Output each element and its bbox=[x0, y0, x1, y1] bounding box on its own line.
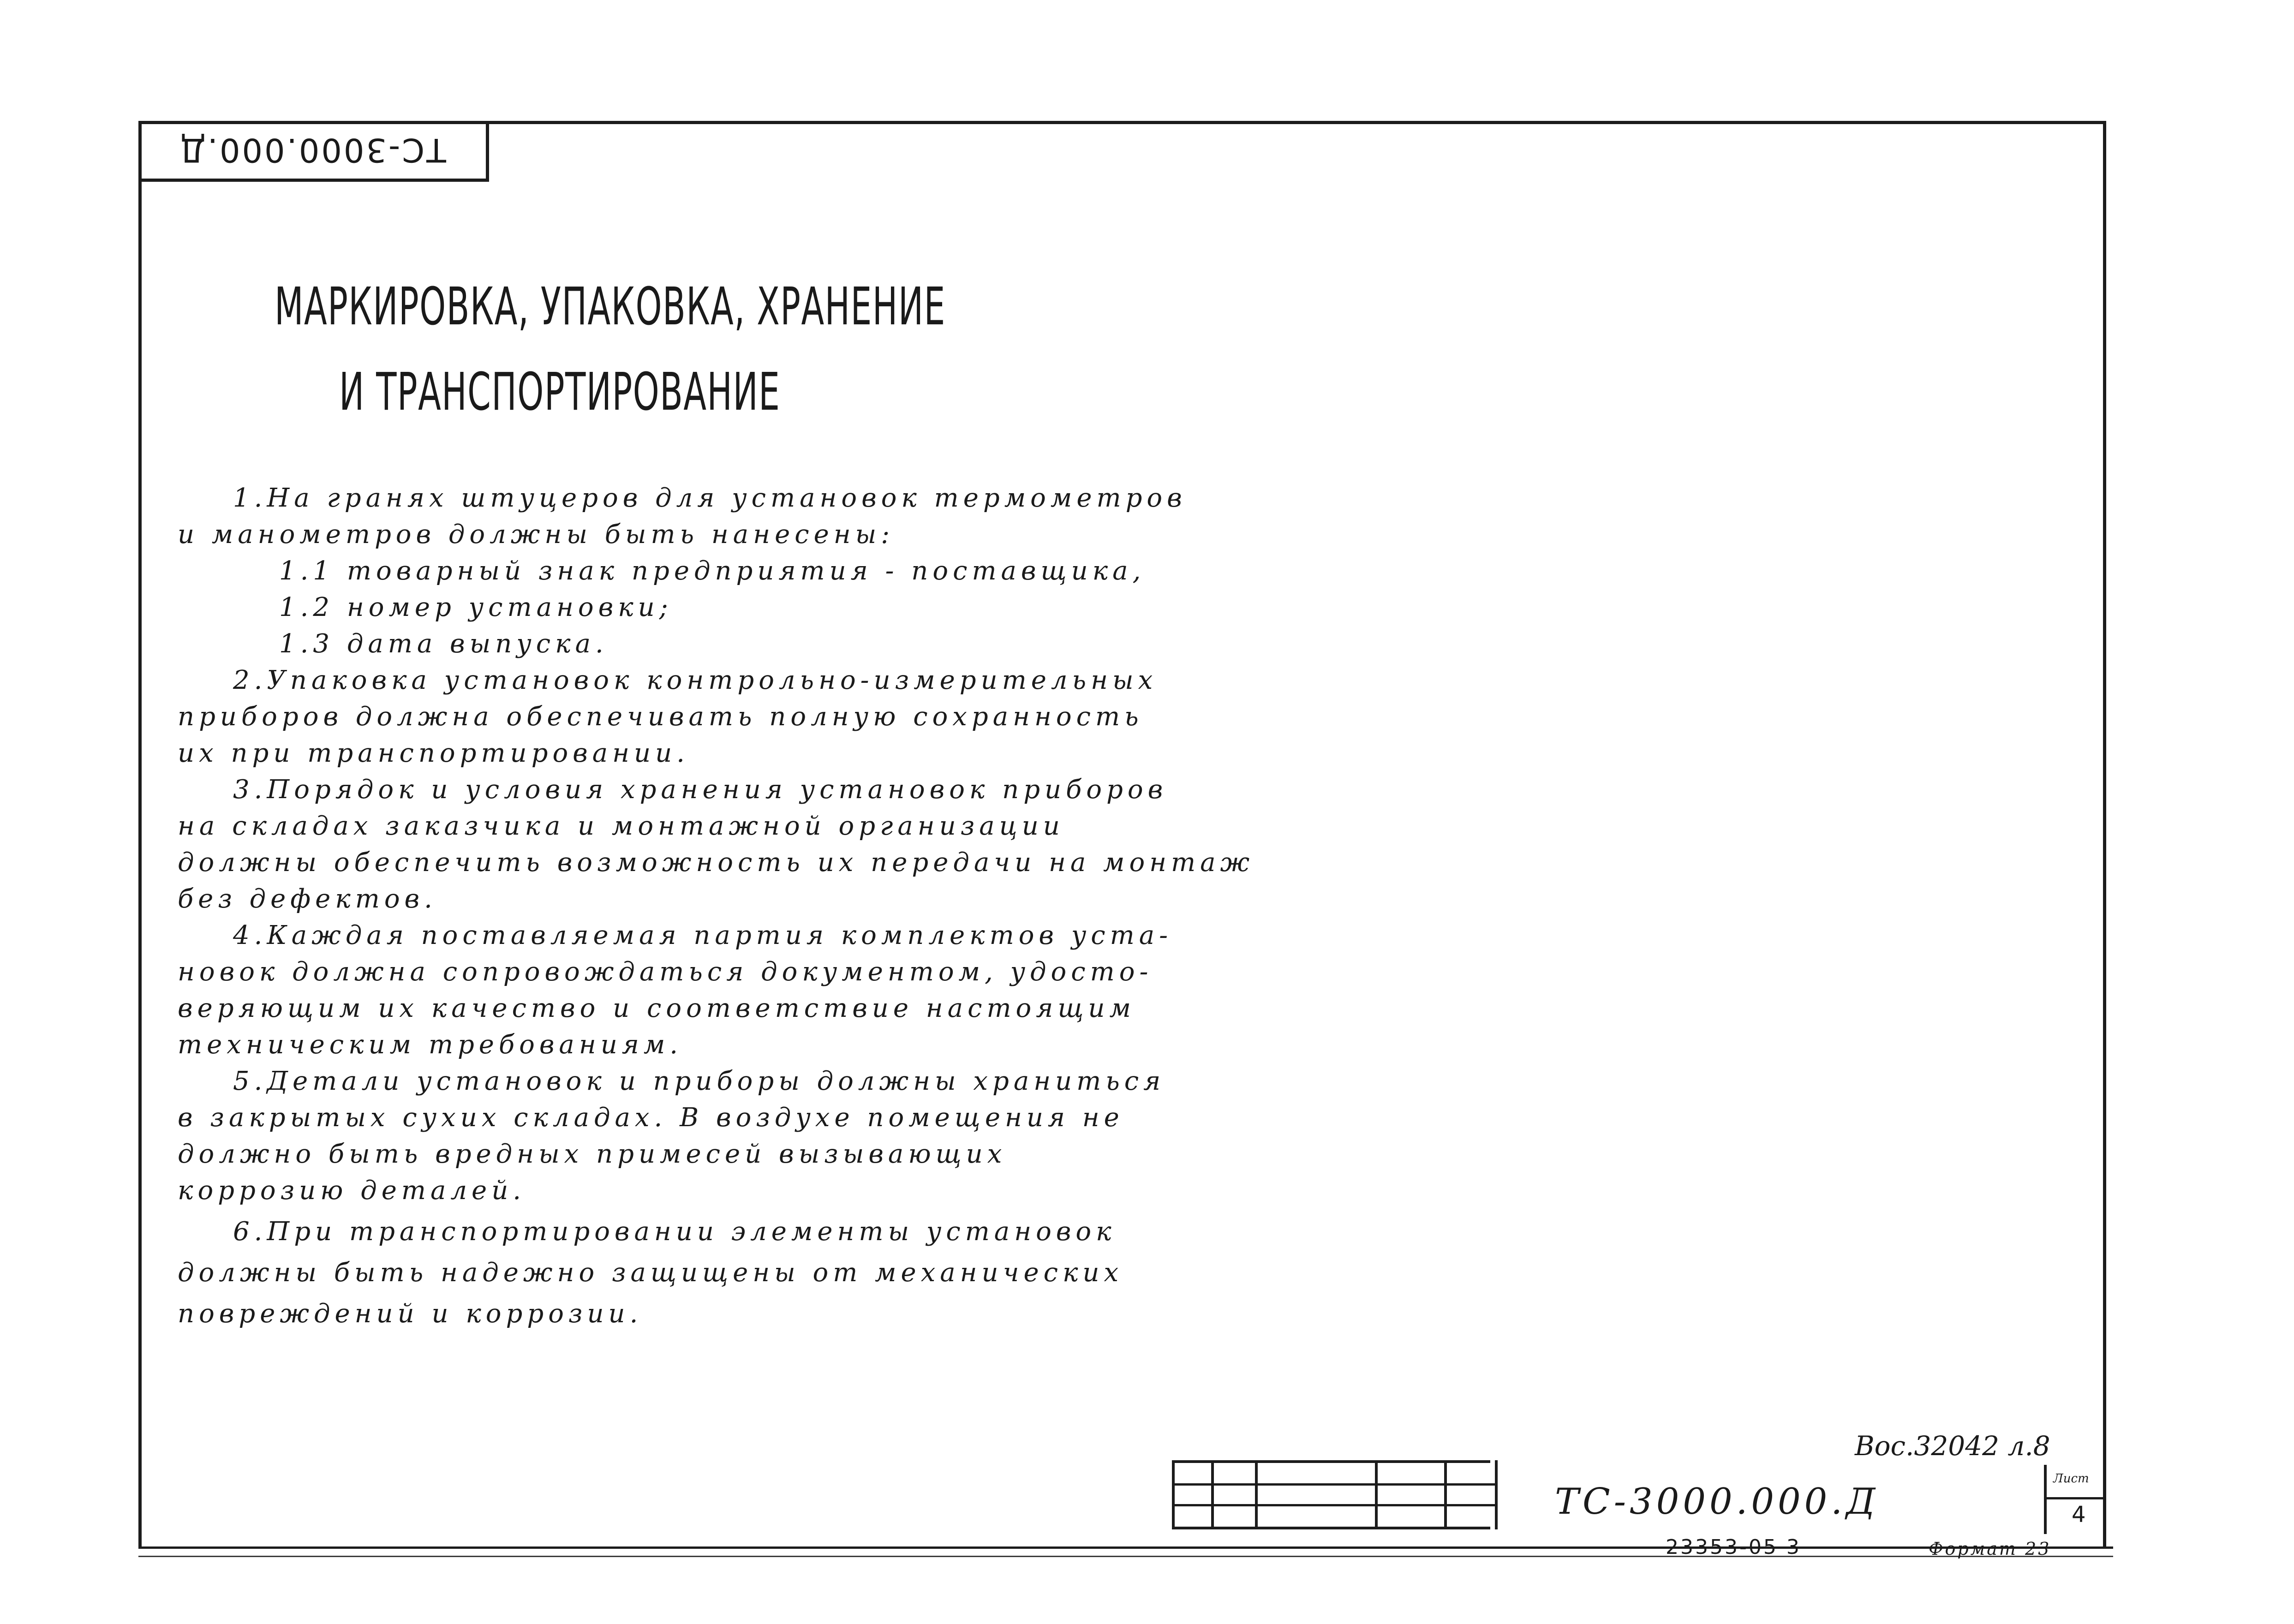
paragraph-gap bbox=[178, 1209, 1193, 1213]
body-line: должно быть вредных примесей вызывающих bbox=[178, 1139, 1007, 1169]
title-line-1: МАРКИРОВКА, УПАКОВКА, ХРАНЕНИЕ bbox=[275, 277, 946, 337]
bottom-rule bbox=[138, 1556, 2113, 1557]
body-line: 2.Упаковка установок контрольно-измерительных bbox=[233, 665, 1158, 695]
body-line: и манометров должны быть нанесены: bbox=[178, 519, 895, 549]
body-line: без дефектов. bbox=[178, 884, 437, 914]
grid-line bbox=[1495, 1460, 1498, 1529]
body-line: приборов должна обеспечивать полную сохранность bbox=[178, 702, 1143, 732]
grid-line bbox=[1444, 1460, 1447, 1529]
body-line: должны быть надежно защищены от механических bbox=[178, 1258, 1123, 1288]
paragraph-gap bbox=[178, 1291, 1193, 1296]
body-line: 1.2 номер установки; bbox=[279, 592, 673, 622]
body-line: 1.На гранях штуцеров для установок термометров bbox=[233, 483, 1187, 513]
body-line: на складах заказчика и монтажной организации bbox=[178, 811, 1064, 841]
reference-number: Вос.32042 л.8 bbox=[1855, 1430, 2050, 1462]
sheet-number: 4 bbox=[2072, 1502, 2086, 1528]
body-line: новок должна сопровождаться документом, удосто- bbox=[178, 957, 1153, 987]
body-line: их при транспортировании. bbox=[178, 738, 689, 768]
body-line: техническим требованиям. bbox=[178, 1030, 683, 1060]
body-line: 6.При транспортировании элементы установок bbox=[233, 1217, 1116, 1247]
corner-code-box bbox=[138, 121, 489, 182]
body-line: 3.Порядок и условия хранения установок приборов bbox=[233, 775, 1168, 805]
title-line-2: И ТРАНСПОРТИРОВАНИЕ bbox=[339, 362, 781, 422]
body-line: повреждений и коррозии. bbox=[178, 1299, 643, 1329]
paragraph-gap bbox=[178, 1250, 1193, 1254]
document-code: ТС-3000.000.Д bbox=[1555, 1481, 1879, 1522]
grid-line bbox=[1255, 1460, 1258, 1529]
format-label: Формат 23 bbox=[1929, 1539, 2051, 1559]
body-line: должны обеспечить возможность их передачи на монтаж bbox=[178, 848, 1255, 878]
body-text bbox=[178, 480, 1255, 1332]
body-line: в закрытых сухих складах. В воздухе помещения не bbox=[178, 1103, 1124, 1133]
title-block-grid bbox=[1172, 1460, 1490, 1529]
inventory-number: 23353-05 3 bbox=[1666, 1535, 1801, 1559]
body-line: 5.Детали установок и приборы должны храниться bbox=[233, 1066, 1165, 1096]
bottom-rule bbox=[138, 1546, 2113, 1549]
grid-line bbox=[1375, 1460, 1378, 1529]
body-line: 1.1 товарный знак предприятия - поставщика, bbox=[279, 556, 1146, 586]
body-line: 4.Каждая поставляемая партия комплектов уста- bbox=[233, 920, 1173, 950]
body-line: коррозию деталей. bbox=[178, 1176, 526, 1206]
grid-line bbox=[1172, 1504, 1495, 1506]
grid-line bbox=[1211, 1460, 1214, 1529]
grid-line bbox=[1172, 1483, 1495, 1486]
body-line: 1.3 дата выпуска. bbox=[279, 629, 608, 659]
grid-line bbox=[1172, 1460, 1175, 1529]
sheet-label: Лист bbox=[2053, 1472, 2089, 1486]
body-line: веряющим их качество и соответствие настоящим bbox=[178, 993, 1135, 1023]
grid-line bbox=[2044, 1497, 2104, 1499]
corner-code: ТС-3000.000.Д bbox=[178, 131, 446, 169]
